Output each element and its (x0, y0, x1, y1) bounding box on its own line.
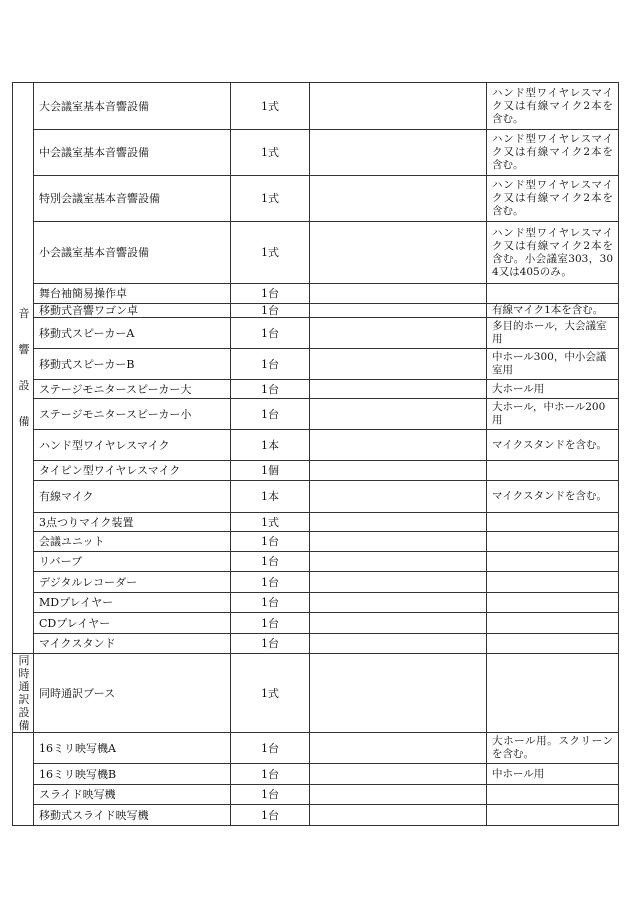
item-quantity: 1台 (231, 764, 310, 785)
item-note (487, 532, 619, 552)
item-note: 大ホール，中ホール200用 (487, 399, 619, 430)
item-note: ハンド型ワイヤレスマイク又は有線マイク2本を含む。 (487, 83, 619, 130)
item-note (487, 552, 619, 572)
table-row (13, 764, 619, 785)
item-name: CDプレイヤー (34, 613, 231, 634)
table-row (13, 399, 619, 430)
blank-cell (310, 733, 487, 764)
item-quantity: 1台 (231, 613, 310, 634)
item-quantity: 1台 (231, 532, 310, 552)
table-row (13, 380, 619, 399)
item-note: 大ホール用 (487, 380, 619, 399)
table-row (13, 222, 619, 284)
item-name: 特別会議室基本音響設備 (34, 176, 231, 222)
category-label: 同時通訳設備 (18, 654, 30, 732)
item-quantity: 1台 (231, 304, 310, 318)
table-row (13, 552, 619, 572)
item-note (487, 654, 619, 733)
item-note (487, 613, 619, 634)
table-row (13, 318, 619, 349)
item-note: 多目的ホール，大会議室用 (487, 318, 619, 349)
blank-cell (310, 552, 487, 572)
blank-cell (310, 222, 487, 284)
item-quantity: 1台 (231, 593, 310, 613)
item-quantity: 1台 (231, 284, 310, 304)
table-row (13, 733, 619, 764)
item-note (487, 284, 619, 304)
item-quantity: 1台 (231, 805, 310, 826)
blank-cell (310, 461, 487, 481)
item-name: 3点つりマイク装置 (34, 513, 231, 532)
blank-cell (310, 430, 487, 461)
item-name: ステージモニタースピーカー小 (34, 399, 231, 430)
item-quantity: 1本 (231, 481, 310, 513)
item-quantity: 1式 (231, 83, 310, 130)
item-quantity: 1式 (231, 222, 310, 284)
blank-cell (310, 654, 487, 733)
table-row (13, 654, 619, 733)
item-name: 移動式スライド映写機 (34, 805, 231, 826)
item-name: 16ミリ映写機A (34, 733, 231, 764)
category-audio (13, 83, 34, 654)
table-row (13, 461, 619, 481)
item-note: ハンド型ワイヤレスマイク又は有線マイク2本を含む。 (487, 130, 619, 176)
item-quantity: 1台 (231, 380, 310, 399)
item-note: マイクスタンドを含む。 (487, 430, 619, 461)
item-name: 同時通訳ブース (34, 654, 231, 733)
item-name: 移動式スピーカーB (34, 349, 231, 380)
table-row (13, 613, 619, 634)
item-quantity: 1台 (231, 552, 310, 572)
table-row (13, 349, 619, 380)
table-row (13, 176, 619, 222)
blank-cell (310, 634, 487, 654)
item-quantity: 1台 (231, 785, 310, 805)
table-row (13, 513, 619, 532)
blank-cell (310, 481, 487, 513)
item-name: 有線マイク (34, 481, 231, 513)
item-quantity: 1式 (231, 513, 310, 532)
table-row (13, 481, 619, 513)
table-row (13, 532, 619, 552)
item-name: MDプレイヤー (34, 593, 231, 613)
category-label: 音響設備 (18, 307, 30, 428)
item-note (487, 572, 619, 593)
item-quantity: 1式 (231, 176, 310, 222)
category-projection (13, 733, 34, 826)
item-quantity: 1式 (231, 654, 310, 733)
item-name: 移動式音響ワゴン卓 (34, 304, 231, 318)
item-note: 有線マイク1本を含む。 (487, 304, 619, 318)
category-interpretation (13, 654, 34, 733)
blank-cell (310, 532, 487, 552)
blank-cell (310, 399, 487, 430)
item-name: 舞台袖簡易操作卓 (34, 284, 231, 304)
table-row (13, 130, 619, 176)
blank-cell (310, 304, 487, 318)
item-quantity: 1台 (231, 349, 310, 380)
item-note: ハンド型ワイヤレスマイク又は有線マイク2本を含む。 (487, 176, 619, 222)
item-name: 小会議室基本音響設備 (34, 222, 231, 284)
equipment-table (12, 82, 619, 826)
item-quantity: 1台 (231, 318, 310, 349)
item-quantity: 1台 (231, 399, 310, 430)
table-row (13, 593, 619, 613)
item-name: 大会議室基本音響設備 (34, 83, 231, 130)
blank-cell (310, 764, 487, 785)
item-name: 会議ユニット (34, 532, 231, 552)
table-row (13, 83, 619, 130)
item-name: ハンド型ワイヤレスマイク (34, 430, 231, 461)
item-note (487, 785, 619, 805)
table-row (13, 805, 619, 826)
item-quantity: 1本 (231, 430, 310, 461)
table-row (13, 634, 619, 654)
item-name: タイピン型ワイヤレスマイク (34, 461, 231, 481)
item-quantity: 1台 (231, 634, 310, 654)
item-note: 中ホール300，中小会議室用 (487, 349, 619, 380)
blank-cell (310, 130, 487, 176)
blank-cell (310, 318, 487, 349)
blank-cell (310, 83, 487, 130)
blank-cell (310, 513, 487, 532)
blank-cell (310, 380, 487, 399)
item-note (487, 593, 619, 613)
item-note: ハンド型ワイヤレスマイク又は有線マイク2本を含む。小会議室303，304又は405のみ。 (487, 222, 619, 284)
item-note: 大ホール用。スクリーンを含む。 (487, 733, 619, 764)
blank-cell (310, 613, 487, 634)
item-name: ステージモニタースピーカー大 (34, 380, 231, 399)
item-note (487, 805, 619, 826)
item-quantity: 1台 (231, 572, 310, 593)
item-name: 16ミリ映写機B (34, 764, 231, 785)
item-name: 移動式スピーカーA (34, 318, 231, 349)
item-quantity: 1台 (231, 733, 310, 764)
table-row (13, 785, 619, 805)
item-quantity: 1個 (231, 461, 310, 481)
item-note: マイクスタンドを含む。 (487, 481, 619, 513)
table-row (13, 572, 619, 593)
blank-cell (310, 572, 487, 593)
item-name: スライド映写機 (34, 785, 231, 805)
blank-cell (310, 785, 487, 805)
table-row (13, 284, 619, 304)
item-name: デジタルレコーダー (34, 572, 231, 593)
item-name: リバーブ (34, 552, 231, 572)
item-name: マイクスタンド (34, 634, 231, 654)
blank-cell (310, 349, 487, 380)
item-name: 中会議室基本音響設備 (34, 130, 231, 176)
item-note (487, 461, 619, 481)
item-note (487, 513, 619, 532)
blank-cell (310, 176, 487, 222)
table-row (13, 304, 619, 318)
table-row (13, 430, 619, 461)
blank-cell (310, 284, 487, 304)
blank-cell (310, 805, 487, 826)
item-quantity: 1式 (231, 130, 310, 176)
item-note (487, 634, 619, 654)
item-note: 中ホール用 (487, 764, 619, 785)
blank-cell (310, 593, 487, 613)
